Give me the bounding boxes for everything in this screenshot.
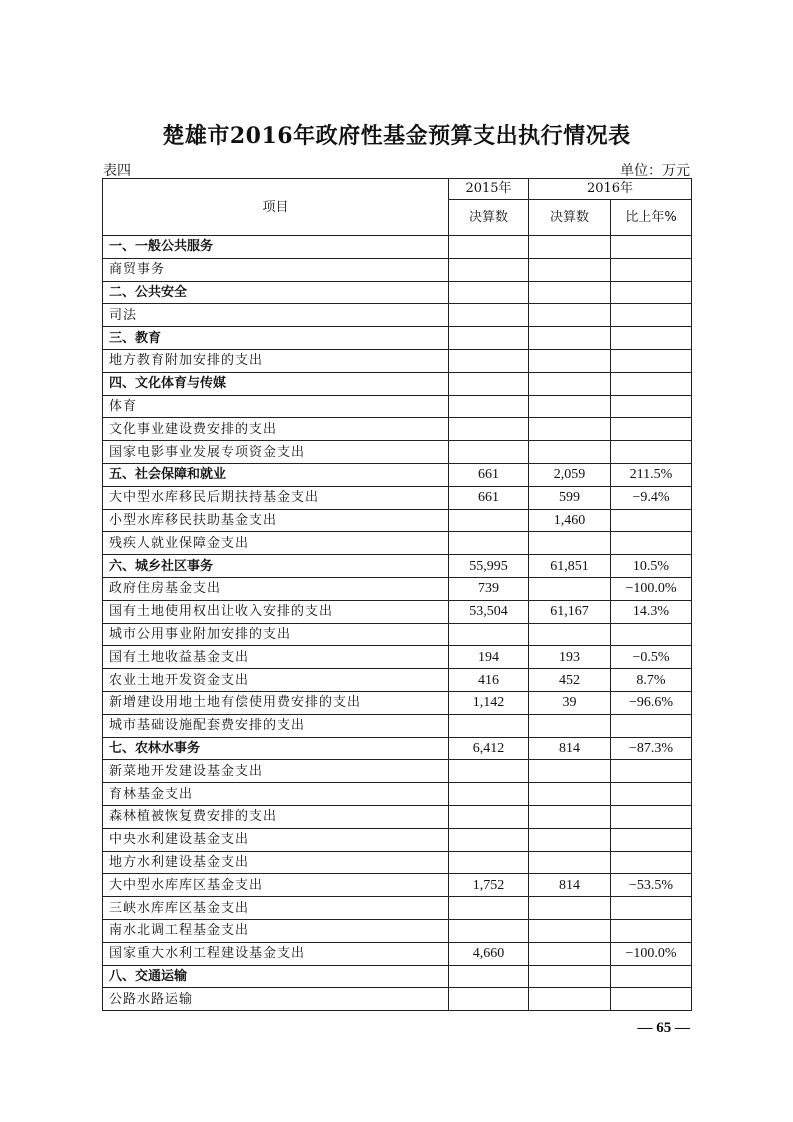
table-row	[103, 395, 692, 418]
value-2016	[529, 851, 611, 874]
value-2015	[449, 919, 529, 942]
value-2015: 661	[449, 486, 529, 509]
row-label: 南水北调工程基金支出	[103, 919, 449, 942]
row-label: 五、社会保障和就业	[103, 463, 449, 486]
table-row	[103, 714, 692, 737]
table-row	[103, 623, 692, 646]
document-title: 楚雄市2016年政府性基金预算支出执行情况表	[162, 123, 631, 149]
table-row	[103, 874, 692, 897]
change-pct	[611, 349, 692, 372]
header-2016-final: 决算数	[529, 200, 611, 236]
change-pct	[611, 714, 692, 737]
table-row	[103, 942, 692, 965]
value-2015	[449, 532, 529, 555]
header-year-2016: 2016年	[529, 179, 692, 200]
category-row	[103, 327, 692, 350]
row-label: 体育	[103, 395, 449, 418]
category-row	[103, 281, 692, 304]
change-pct	[611, 919, 692, 942]
category-row	[103, 555, 692, 578]
row-label: 二、公共安全	[103, 281, 449, 304]
change-pct: −100.0%	[611, 942, 692, 965]
row-label: 国家电影事业发展专项资金支出	[103, 441, 449, 464]
header-2015-final: 决算数	[449, 200, 529, 236]
value-2015	[449, 623, 529, 646]
row-label: 三峡水库库区基金支出	[103, 897, 449, 920]
table-row	[103, 486, 692, 509]
table-row	[103, 441, 692, 464]
value-2015	[449, 327, 529, 350]
change-pct	[611, 258, 692, 281]
header-2016-pct: 比上年%	[611, 200, 692, 236]
value-2016	[529, 828, 611, 851]
row-label: 地方水利建设基金支出	[103, 851, 449, 874]
category-row	[103, 236, 692, 259]
page-number: — 65 —	[637, 1020, 690, 1036]
change-pct	[611, 783, 692, 806]
table-row	[103, 646, 692, 669]
value-2016: 599	[529, 486, 611, 509]
value-2015	[449, 805, 529, 828]
row-label: 司法	[103, 304, 449, 327]
change-pct	[611, 851, 692, 874]
change-pct	[611, 623, 692, 646]
change-pct	[611, 418, 692, 441]
value-2015	[449, 897, 529, 920]
value-2016	[529, 441, 611, 464]
value-2016	[529, 304, 611, 327]
value-2016	[529, 919, 611, 942]
value-2016	[529, 623, 611, 646]
change-pct	[611, 805, 692, 828]
value-2015: 1,752	[449, 874, 529, 897]
row-label: 城市公用事业附加安排的支出	[103, 623, 449, 646]
value-2015	[449, 783, 529, 806]
change-pct: −53.5%	[611, 874, 692, 897]
row-label: 国有土地使用权出让收入安排的支出	[103, 600, 449, 623]
value-2015	[449, 851, 529, 874]
table-row	[103, 509, 692, 532]
value-2015	[449, 965, 529, 988]
value-2016	[529, 988, 611, 1011]
value-2016	[529, 942, 611, 965]
row-label: 文化事业建设费安排的支出	[103, 418, 449, 441]
row-label: 森林植被恢复费安排的支出	[103, 805, 449, 828]
value-2015	[449, 304, 529, 327]
change-pct	[611, 965, 692, 988]
row-label: 地方教育附加安排的支出	[103, 349, 449, 372]
row-label: 七、农林水事务	[103, 737, 449, 760]
change-pct: 211.5%	[611, 463, 692, 486]
change-pct	[611, 532, 692, 555]
value-2015	[449, 258, 529, 281]
value-2015	[449, 714, 529, 737]
row-label: 城市基础设施配套费安排的支出	[103, 714, 449, 737]
value-2016: 39	[529, 691, 611, 714]
value-2015	[449, 441, 529, 464]
value-2016	[529, 805, 611, 828]
table-row	[103, 988, 692, 1011]
value-2015: 6,412	[449, 737, 529, 760]
row-label: 中央水利建设基金支出	[103, 828, 449, 851]
table-row	[103, 828, 692, 851]
value-2016: 814	[529, 737, 611, 760]
table-row	[103, 600, 692, 623]
value-2015: 55,995	[449, 555, 529, 578]
change-pct: −9.4%	[611, 486, 692, 509]
table-label: 表四	[103, 163, 131, 179]
table-body	[103, 236, 692, 1011]
row-label: 大中型水库移民后期扶持基金支出	[103, 486, 449, 509]
header-item: 项目	[103, 179, 449, 236]
table-header	[103, 179, 692, 236]
table-row	[103, 919, 692, 942]
value-2016	[529, 281, 611, 304]
value-2016: 2,059	[529, 463, 611, 486]
change-pct	[611, 236, 692, 259]
table-row	[103, 349, 692, 372]
table-row	[103, 577, 692, 600]
value-2016	[529, 418, 611, 441]
value-2016	[529, 760, 611, 783]
row-label: 大中型水库库区基金支出	[103, 874, 449, 897]
change-pct	[611, 372, 692, 395]
category-row	[103, 965, 692, 988]
change-pct	[611, 304, 692, 327]
budget-table	[102, 178, 692, 1011]
row-label: 商贸事务	[103, 258, 449, 281]
value-2015	[449, 828, 529, 851]
table-row	[103, 897, 692, 920]
value-2015	[449, 281, 529, 304]
row-label: 政府住房基金支出	[103, 577, 449, 600]
row-label: 新菜地开发建设基金支出	[103, 760, 449, 783]
category-row	[103, 372, 692, 395]
value-2016	[529, 783, 611, 806]
table-row	[103, 669, 692, 692]
row-label: 国有土地收益基金支出	[103, 646, 449, 669]
change-pct	[611, 828, 692, 851]
value-2016	[529, 577, 611, 600]
value-2016	[529, 327, 611, 350]
row-label: 小型水库移民扶助基金支出	[103, 509, 449, 532]
value-2015	[449, 418, 529, 441]
change-pct: 10.5%	[611, 555, 692, 578]
table-row	[103, 304, 692, 327]
value-2015	[449, 395, 529, 418]
table-row	[103, 691, 692, 714]
value-2016	[529, 258, 611, 281]
table-row	[103, 760, 692, 783]
category-row	[103, 463, 692, 486]
row-label: 公路水路运输	[103, 988, 449, 1011]
value-2016	[529, 236, 611, 259]
value-2015: 739	[449, 577, 529, 600]
row-label: 一、一般公共服务	[103, 236, 449, 259]
value-2015: 4,660	[449, 942, 529, 965]
row-label: 四、文化体育与传媒	[103, 372, 449, 395]
row-label: 三、教育	[103, 327, 449, 350]
value-2016: 814	[529, 874, 611, 897]
value-2015: 1,142	[449, 691, 529, 714]
change-pct: −0.5%	[611, 646, 692, 669]
change-pct	[611, 441, 692, 464]
row-label: 六、城乡社区事务	[103, 555, 449, 578]
value-2015	[449, 372, 529, 395]
change-pct	[611, 988, 692, 1011]
value-2015: 194	[449, 646, 529, 669]
value-2015: 661	[449, 463, 529, 486]
category-row	[103, 737, 692, 760]
row-label: 残疾人就业保障金支出	[103, 532, 449, 555]
value-2015: 53,504	[449, 600, 529, 623]
row-label: 八、交通运输	[103, 965, 449, 988]
table-row	[103, 418, 692, 441]
change-pct	[611, 327, 692, 350]
change-pct: −100.0%	[611, 577, 692, 600]
value-2016: 452	[529, 669, 611, 692]
value-2015	[449, 760, 529, 783]
value-2015	[449, 236, 529, 259]
value-2016: 61,851	[529, 555, 611, 578]
change-pct	[611, 395, 692, 418]
change-pct	[611, 897, 692, 920]
change-pct	[611, 509, 692, 532]
table-row	[103, 805, 692, 828]
change-pct: −96.6%	[611, 691, 692, 714]
table-row	[103, 532, 692, 555]
value-2016	[529, 372, 611, 395]
value-2016	[529, 965, 611, 988]
value-2016: 61,167	[529, 600, 611, 623]
row-label: 国家重大水利工程建设基金支出	[103, 942, 449, 965]
value-2015: 416	[449, 669, 529, 692]
change-pct: −87.3%	[611, 737, 692, 760]
value-2016: 193	[529, 646, 611, 669]
table-row	[103, 783, 692, 806]
unit-label: 单位：万元	[620, 163, 690, 179]
header-year-2015: 2015年	[449, 179, 529, 200]
value-2015	[449, 988, 529, 1011]
value-2016	[529, 349, 611, 372]
value-2016: 1,460	[529, 509, 611, 532]
table-row	[103, 258, 692, 281]
change-pct	[611, 281, 692, 304]
change-pct: 8.7%	[611, 669, 692, 692]
value-2016	[529, 897, 611, 920]
value-2015	[449, 509, 529, 532]
value-2016	[529, 714, 611, 737]
value-2015	[449, 349, 529, 372]
change-pct: 14.3%	[611, 600, 692, 623]
value-2016	[529, 395, 611, 418]
row-label: 农业土地开发资金支出	[103, 669, 449, 692]
value-2016	[529, 532, 611, 555]
change-pct	[611, 760, 692, 783]
table-row	[103, 851, 692, 874]
row-label: 新增建设用地土地有偿使用费安排的支出	[103, 691, 449, 714]
row-label: 育林基金支出	[103, 783, 449, 806]
